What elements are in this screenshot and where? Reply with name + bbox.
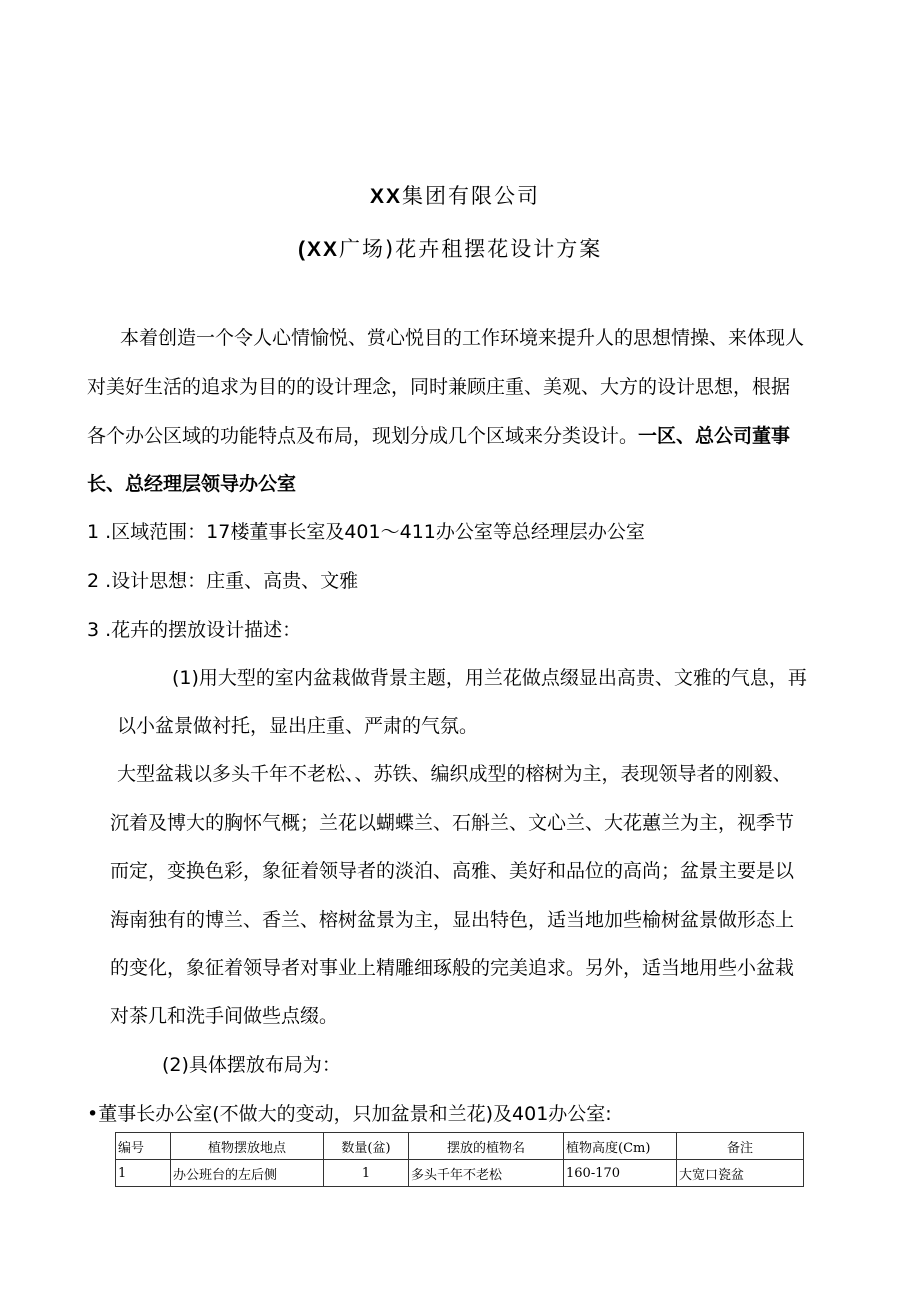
header-location: 植物摆放地点: [171, 1133, 324, 1160]
header-plant-name: 摆放的植物名: [409, 1133, 564, 1160]
table-header-row: [116, 1133, 804, 1160]
table-row: [116, 1160, 804, 1187]
cell-location: 办公班台的左后侧: [171, 1160, 324, 1187]
document-subtitle: (XX广场)花卉租摆花设计方案: [298, 237, 603, 261]
office-bullet: [87, 1101, 612, 1128]
cell-height: 160-170: [564, 1160, 677, 1187]
office-bullet-text: 董事长办公室(不做大的变动，只加盆景和兰花)及401办公室:: [98, 1103, 612, 1125]
intro-line-2: 对美好生活的追求为目的的设计理念，同时兼顾庄重、美观、大方的设计思想，根据: [87, 376, 791, 398]
cell-plant-name: 多头千年不老松: [409, 1160, 564, 1187]
header-height: 植物高度(Cm): [564, 1133, 677, 1160]
item-area-scope: 1 .区域范围：17楼董事长室及401～411办公室等总经理层办公室: [87, 521, 645, 543]
plant-placement-table: [115, 1132, 804, 1187]
cell-remark: 大宽口瓷盆: [677, 1160, 804, 1187]
bullet-mark: •: [87, 1103, 99, 1125]
item-placement-description: 3 .花卉的摆放设计描述：: [87, 619, 302, 641]
desc-p2-line-6: 对茶几和洗手间做些点缀。: [110, 1005, 339, 1027]
desc-p2-line-1: 大型盆栽以多头千年不老松、、苏铁、编织成型的榕树为主，表现领导者的刚毅、: [117, 763, 792, 785]
desc-p2-line-2: 沉着及博大的胸怀气概；兰花以蝴蝶兰、石斛兰、文心兰、大花蕙兰为主，视季节: [110, 812, 795, 834]
section-heading-start: 一区、总公司董事: [638, 425, 791, 447]
desc-p2-line-5: 的变化，象征着领导者对事业上精雕细琢般的完美追求。另外，适当地用些小盆栽: [110, 957, 795, 979]
desc-p2-line-4: 海南独有的博兰、香兰、榕树盆景为主，显出特色，适当地加些榆树盆景做形态上: [110, 909, 795, 931]
desc-layout-heading: (2)具体摆放布局为：: [162, 1054, 341, 1076]
company-title: XX集团有限公司: [370, 184, 541, 208]
intro-line-1: 本着创造一个令人心情愉悦、赏心悦目的工作环境来提升人的思想情操、来体现人: [120, 327, 805, 349]
desc-p2-line-3: 而定，变换色彩，象征着领导者的淡泊、高雅、美好和品位的高尚；盆景主要是以: [110, 860, 795, 882]
item-design-idea: 2 .设计思想：庄重、高贵、文雅: [87, 570, 359, 592]
cell-quantity: 1: [324, 1160, 409, 1187]
desc-p1-line-1: (1)用大型的室内盆栽做背景主题，用兰花做点缀显出高贵、文雅的气息，再: [172, 667, 807, 689]
header-quantity: 数量(盆): [324, 1133, 409, 1160]
intro-line-3: 各个办公区域的功能特点及布局，现划分成几个区域来分类设计。一区、总公司董事: [87, 425, 791, 447]
header-number: 编号: [116, 1133, 171, 1160]
desc-p1-line-2: 以小盆景做衬托，显出庄重、严肃的气氛。: [117, 715, 479, 737]
header-remark: 备注: [677, 1133, 804, 1160]
section-heading-end: 长、总经理层领导办公室: [87, 473, 297, 495]
cell-number: 1: [116, 1160, 171, 1187]
